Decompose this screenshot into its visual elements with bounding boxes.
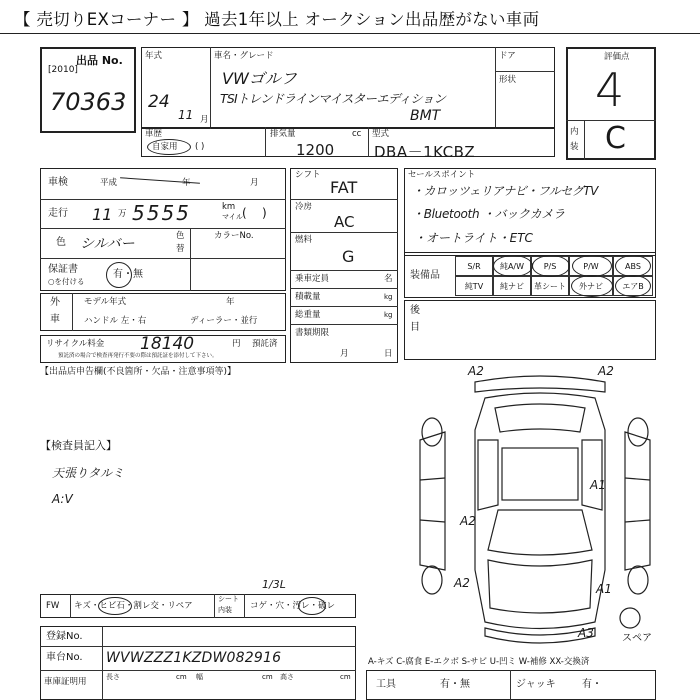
damage-legend: A-キズ C-腐食 E-エクボ S-サビ U-凹ミ W-補修 XX-交換済	[368, 657, 590, 667]
seat-mark: 1/3L	[262, 578, 286, 591]
tools-box	[366, 670, 656, 700]
inspector-label: 【検査員記入】	[40, 439, 117, 452]
interior-label-1: 内	[570, 127, 579, 137]
equip-ext-navi: 外ナビ	[569, 276, 613, 296]
rear-label-2: 目	[410, 322, 420, 333]
km-unit: km	[222, 202, 236, 212]
weight-label: 総重量	[295, 310, 321, 320]
equip-circle-abs	[615, 255, 651, 277]
declaration-label: 【出品店申告欄(不良箇所・欠品・注意事項等)】	[40, 367, 237, 377]
recycle-status: 預託済	[252, 339, 278, 349]
import-label-2: 車	[50, 314, 60, 325]
mileage-value-1: 11	[92, 205, 113, 224]
shift-label: シフト	[295, 170, 321, 180]
equip-pw: P/W	[569, 256, 613, 276]
shaken-year-unit: 年	[182, 178, 191, 188]
docs-month: 月	[340, 349, 349, 359]
docs-label: 書類期限	[295, 328, 330, 338]
interior-value: C	[605, 121, 626, 156]
vehicle-grade: TSIトレンドラインマイスターエディション	[220, 91, 446, 106]
fuel-label: 燃料	[295, 235, 313, 245]
warranty-note: ○を付ける	[48, 277, 85, 286]
height-cm: cm	[340, 673, 351, 681]
fw-text: キズ・ヒビ石・割レ交・リペア	[74, 601, 193, 611]
cert-label: 車庫証明用	[44, 677, 87, 687]
equip-circle-ps	[532, 255, 570, 277]
header-title: 【 売切りEXコーナー 】 過去1年以上 オークション出品歴がない車両	[14, 10, 540, 29]
seat-circle	[298, 597, 326, 615]
score-value: 4	[595, 63, 625, 117]
color-label: 色	[56, 237, 66, 248]
docs-day: 日	[384, 349, 393, 359]
load-label: 積載量	[295, 292, 321, 302]
equip-sr: S/R	[455, 256, 493, 276]
warranty-label: 保証書	[48, 264, 78, 275]
inspector-note-1: 天張りタルミ	[52, 466, 125, 480]
damage-mark-rear-right: A2	[598, 364, 614, 378]
capacity-label: 乗車定員	[295, 274, 330, 284]
lot-number: 70363	[50, 88, 127, 116]
fw-circle	[98, 597, 132, 615]
damage-mark-right-front: A1	[596, 582, 612, 596]
ac-label: 冷房	[295, 202, 313, 212]
model-label: 型式	[372, 129, 390, 139]
sales-line-2: ・Bluetooth ・バックカメラ	[412, 207, 565, 221]
recycle-label: リサイクル料金	[46, 339, 105, 349]
mileage-value-2: 5555	[132, 201, 191, 225]
damage-mark-left-door: A2	[460, 514, 476, 528]
dealer-label: ディーラー・並行	[190, 316, 258, 326]
warranty-options: 有・無	[113, 269, 143, 280]
color-no-label: カラーNo.	[214, 231, 254, 241]
mileage-label: 走行	[48, 208, 68, 219]
interior-label-2: 装	[570, 142, 579, 152]
color-change-2: 替	[176, 244, 185, 254]
width-cm: cm	[262, 673, 273, 681]
import-label-1: 外	[50, 297, 60, 308]
man-unit: 万	[118, 209, 127, 219]
shape-label: 形状	[499, 75, 517, 85]
damage-mark-left-front: A2	[454, 576, 470, 590]
mileage-paren: ( )	[242, 206, 267, 220]
history-paren: ( )	[195, 142, 205, 152]
color-value: シルバー	[80, 236, 135, 252]
shaken-month-unit: 月	[250, 178, 259, 188]
history-value: 自家用	[152, 142, 178, 152]
fuel-value: G	[342, 247, 355, 266]
model-year-label: モデル年式	[84, 297, 127, 307]
shaken-label: 車検	[48, 177, 68, 188]
model-year-unit: 年	[226, 297, 235, 307]
equip-navi: 純ナビ	[493, 276, 531, 296]
load-unit: kg	[384, 293, 393, 301]
capacity-unit: 名	[384, 274, 393, 284]
model-value: DBA－1KCBZ	[374, 143, 476, 161]
month-unit: 月	[200, 115, 209, 125]
history-label: 車歴	[145, 129, 163, 139]
vehicle-name: VWゴルフ	[222, 69, 297, 88]
score-label: 評価点	[604, 52, 630, 62]
equipment-label: 装備品	[410, 270, 440, 281]
rear-label-1: 後	[410, 305, 420, 316]
vehicle-grade-suffix: BMT	[410, 108, 441, 124]
seat-label-2: 内装	[218, 606, 232, 614]
mile-unit: マイル	[222, 213, 243, 221]
recycle-value: 18140	[140, 334, 195, 354]
equip-ps: P/S	[531, 256, 569, 276]
fw-label: FW	[46, 601, 60, 611]
damage-mark-right-door: A1	[590, 478, 606, 492]
tools-options: 有・無	[440, 679, 470, 690]
sales-line-1: ・カロッツェリアナビ・フルセグTV	[412, 184, 598, 198]
jack-label: ジャッキ	[516, 679, 556, 690]
damage-mark-front-bumper: A3	[578, 626, 594, 640]
tools-label: 工具	[376, 679, 396, 690]
sales-line-3: ・オートライト・ETC	[414, 231, 533, 245]
displacement-unit: cc	[352, 129, 362, 139]
chassis-value: WVWZZZ1KZDW082916	[106, 650, 282, 666]
year-label: 年式	[145, 51, 163, 61]
damage-diagram	[400, 360, 670, 650]
reg-label: 登録No.	[46, 631, 83, 642]
width-label: 幅	[196, 673, 203, 681]
rear-box	[404, 300, 656, 360]
seat-label-1: シート	[218, 595, 239, 603]
handle-label: ハンドル 左・右	[84, 316, 147, 326]
sales-label: セールスポイント	[408, 170, 476, 180]
jack-options: 有・	[582, 679, 602, 690]
chassis-label: 車台No.	[46, 652, 83, 663]
displacement-value: 1200	[296, 141, 335, 159]
equip-alloy: 純A/W	[493, 256, 531, 276]
lot-label: 出品 No.	[76, 54, 123, 67]
warranty-circle	[106, 262, 132, 288]
lot-year-tag: [2010]	[48, 65, 78, 75]
shift-value: FAT	[330, 178, 358, 197]
weight-unit: kg	[384, 311, 393, 319]
inspector-note-2: A:V	[52, 492, 73, 506]
equip-circle-alloy	[493, 255, 533, 277]
color-change-1: 色	[176, 231, 185, 241]
recycle-note: 預託済の場合で検査再発行不要の際は預託証を添付して下さい。	[58, 353, 218, 359]
recycle-unit: 円	[232, 339, 241, 349]
height-label: 高さ	[280, 673, 294, 681]
equip-circle-ext-navi	[571, 275, 613, 297]
length-label: 長さ	[106, 673, 120, 681]
door-label: ドア	[499, 51, 516, 61]
equip-circle-airbag	[615, 275, 651, 297]
equip-tv: 純TV	[455, 276, 493, 296]
equip-airbag: エアB	[613, 276, 653, 296]
ac-value: AC	[334, 213, 355, 231]
equip-abs: ABS	[613, 256, 653, 276]
month-value: 11	[178, 108, 194, 122]
spare-label: スペア	[622, 633, 652, 644]
year-value: 24	[148, 92, 170, 112]
seat-text: コゲ・穴・汚レ・破レ	[250, 601, 336, 611]
shaken-era: 平成	[100, 178, 118, 188]
damage-mark-rear-left: A2	[468, 364, 484, 378]
equip-circle-pw	[572, 255, 612, 277]
displacement-label: 排気量	[270, 129, 296, 139]
name-label: 車名・グレード	[214, 51, 274, 61]
length-cm: cm	[176, 673, 187, 681]
equip-leather: 革シート	[531, 276, 569, 296]
